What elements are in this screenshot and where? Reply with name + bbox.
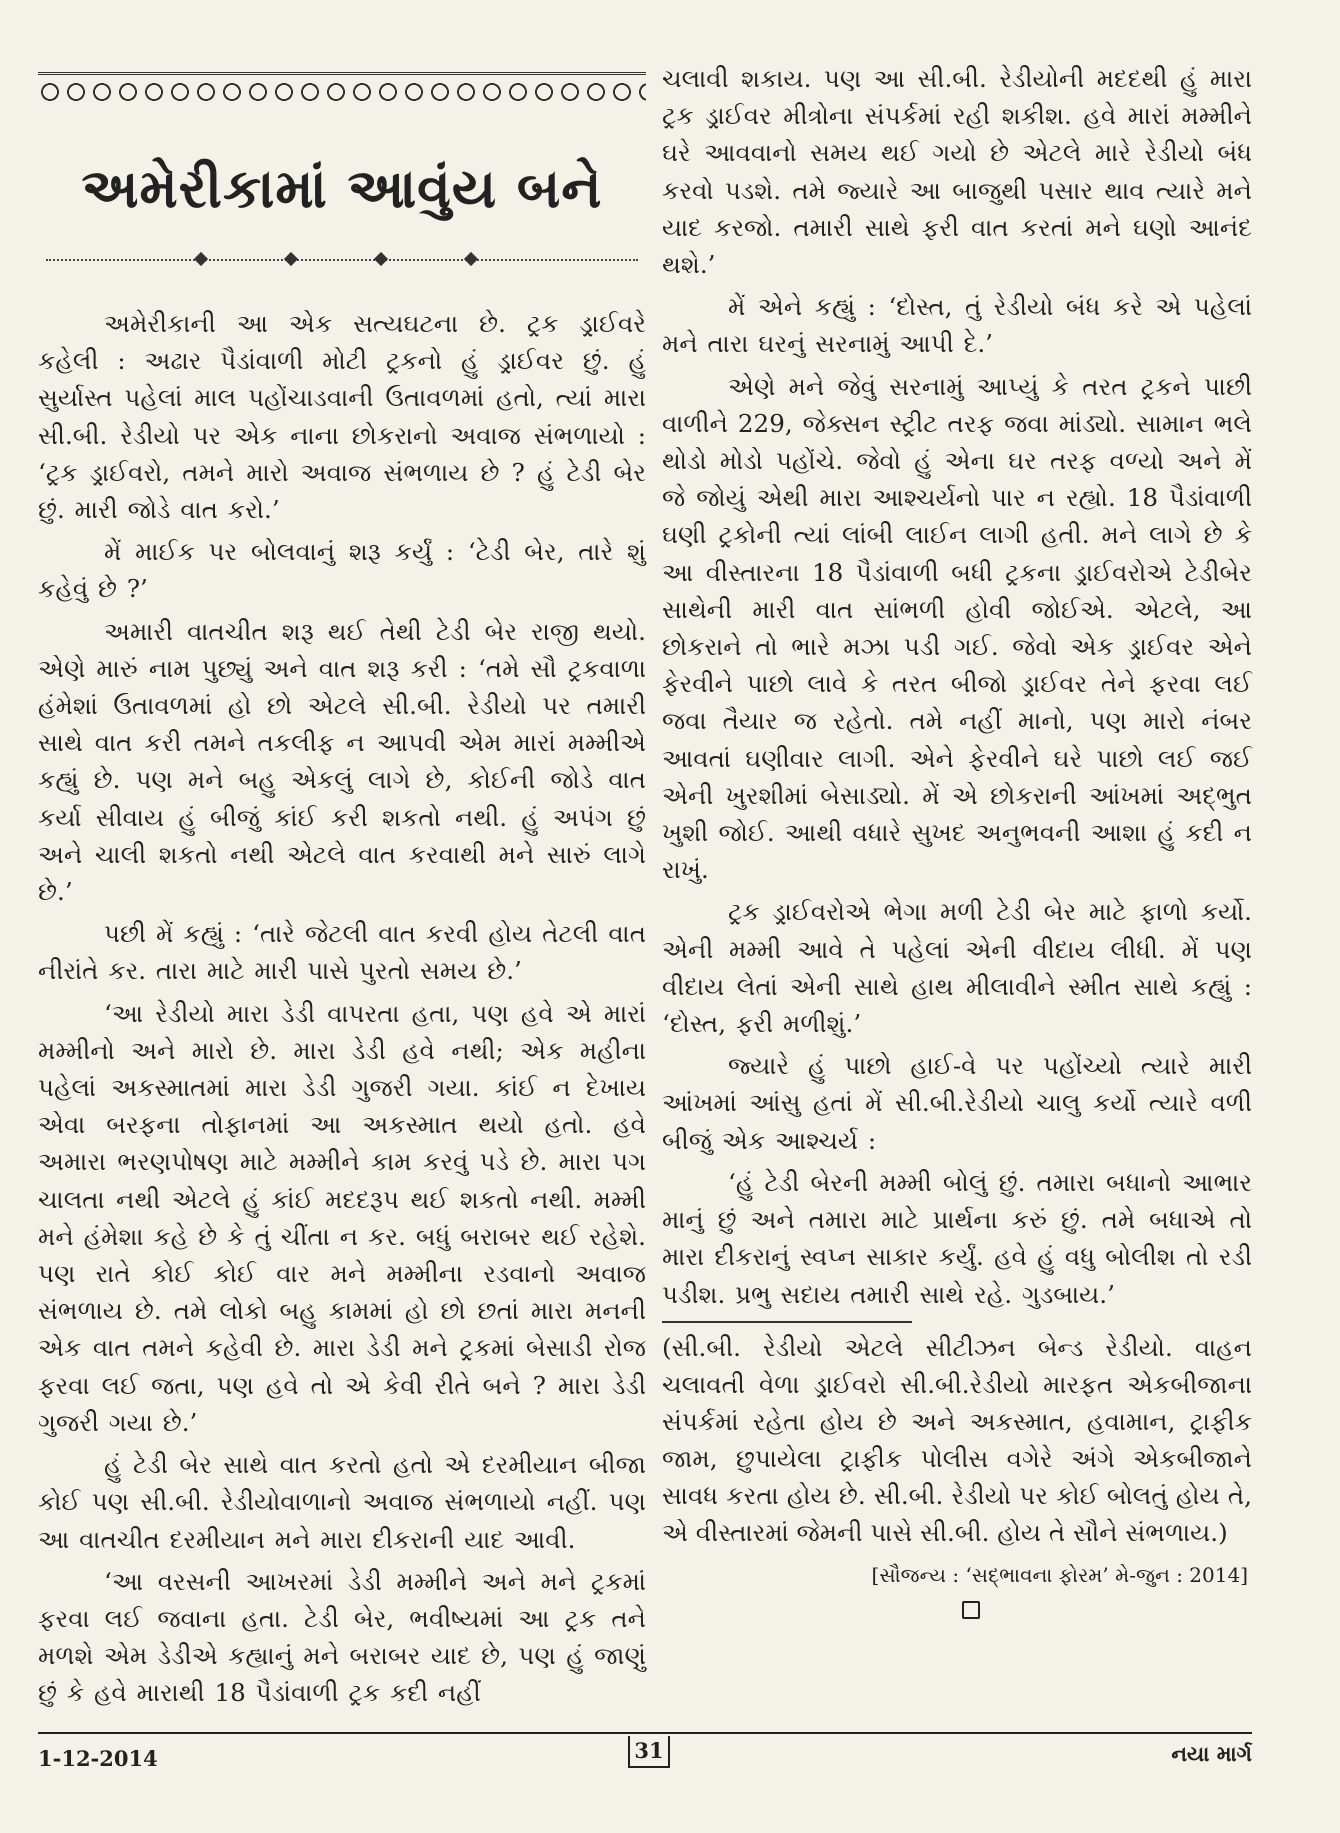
body-paragraph: ‘આ વરસની આખરમાં ડેડી મમ્મીને અને મને ટ્રકમાં ફરવા લઈ જવાના હતા. ટેડી બેર, ભવીષ્યમાં આ ટ્રક તને મળશે એમ ડેડીએ કહ્યાનું મને બરાબર યાદ છે, પણ હું જાણું છું કે હવે મારાથી 18 પૈડાંવાળી ટ્રક કદી નહીં	[38, 1566, 646, 1708]
divider-diamond-icon	[284, 252, 298, 266]
divider-diamond-icon	[374, 252, 388, 266]
body-paragraph: અમેરીકાની આ એક સત્યઘટના છે. ટ્રક ડ્રાઈવરે કહેલી : અઢાર પૈડાંવાળી મોટી ટ્રકનો હું ડ્રાઈવર છું. હું સુર્યાસ્ત પહેલાં માલ પહોંચાડવાની ઉતાવળમાં હતો, ત્યાં મારા સી.બી. રેડીયો પર એક નાના છોકરાનો અવાજ સંભળાયો : ‘ટ્રક ડ્રાઈવરો, તમને મારો અવાજ સંભળાય છે ? હું ટેડી બેર છું. મારી જોડે વાત કરો.’	[38, 309, 646, 525]
page-number: 31	[628, 1736, 670, 1768]
body-paragraph-continued: ચલાવી શકાય. પણ આ સી.બી. રેડીયોની મદદથી હું મારા ટ્રક ડ્રાઈવર મીત્રોના સંપર્કમાં રહી શકીશ. હવે મારાં મમ્મીને ઘરે આવવાનો સમય થઈ ગયો છે એટલે મારે રેડીયો બંધ કરવો પડશે. તમે જ્યારે આ બાજુથી પસાર થાવ ત્યારે મને યાદ કરજો. તમારી સાથે ફરી વાત કરતાં મને ઘણો આનંદ થશે.’	[662, 64, 1252, 280]
left-column	[38, 60, 646, 1717]
source-credit: [સૌજન્ય : ‘સદ્ભાવના ફોરમ’ મે-જુન : 2014]	[871, 1562, 1248, 1587]
divider-diamond-icon	[194, 252, 208, 266]
title-divider	[46, 259, 638, 275]
body-paragraph: એણે મને જેવું સરનામું આપ્યું કે તરત ટ્રકને પાછી વાળીને 229, જેક્સન સ્ટ્રીટ તરફ જવા માંડ્યો. સામાન ભલે થોડો મોડો પહોંચે. જેવો હું એના ઘર તરફ વળ્યો અને મેં જે જોયું એથી મારા આશ્ચર્યનો પાર ન રહ્યો. 18 પૈડાંવાળી ઘણી ટ્રકોની ત્યાં લાંબી લાઈન લાગી હતી. મને લાગે છે કે આ વીસ્તારના 18 પૈડાંવાળી બધી ટ્રકના ડ્રાઈવરોએ ટેડીબેર સાથેની મારી વાત સાંભળી હોવી જોઈએ. એટલે, આ છોકરાને તો ભારે મઝા પડી ગઈ. જેવો એક ડ્રાઈવર એને ફેરવીને પાછો લાવે કે તરત બીજો ડ્રાઈવર તેને ફરવા લઈ જવા તૈયાર જ રહેતો. તમે નહીં માનો, પણ મારો નંબર આવતાં ઘણીવાર લાગી. એને ફેરવીને ઘરે પાછો લઈ જઈ એની ખુરશીમાં બેસાડ્યો. મેં એ છોકરાની આંખમાં અદ્ભુત ખુશી જોઈ. આથી વધારે સુખદ અનુભવની આશા હું કદી ન રાખું.	[662, 371, 1252, 885]
body-paragraph: હું ટેડી બેર સાથે વાત કરતો હતો એ દરમીયાન બીજા કોઈ પણ સી.બી. રેડીયોવાળાનો અવાજ સંભળાયો નહીં. પણ આ વાતચીત દરમીયાન મને મારા દીકરાની યાદ આવી.	[38, 1450, 646, 1554]
body-paragraph: ટ્રક ડ્રાઈવરોએ ભેગા મળી ટેડી બેર માટે ફાળો કર્યો. એની મમ્મી આવે તે પહેલાં એની વીદાય લીધી. મેં પણ વીદાય લેતાં એની સાથે હાથ મીલાવીને સ્મીત સાથે કહ્યું : ‘દોસ્ત, ફરી મળીશું.’	[662, 897, 1252, 1039]
body-paragraph: અમારી વાતચીત શરૂ થઈ તેથી ટેડી બેર રાજી થયો. એણે મારું નામ પુછ્યું અને વાત શરૂ કરી : ‘તમે સૌ ટ્રકવાળા હંમેશાં ઉતાવળમાં હો છો એટલે સી.બી. રેડીયો પર તમારી સાથે વાત કરી તમને તકલીફ ન આપવી એમ મારાં મમ્મીએ કહ્યું છે. પણ મને બહુ એકલું લાગે છે, કોઈની જોડે વાત કર્યા સીવાય હું બીજું કાંઈ કરી શકતો નથી. હું અપંગ છું અને ચાલી શકતો નથી એટલે વાત કરવાથી મને સારું લાગે છે.’	[38, 616, 646, 907]
body-paragraph: ‘હું ટેડી બેરની મમ્મી બોલું છું. તમારા બધાનો આભાર માનું છું અને તમારા માટે પ્રાર્થના કરું છું. તમે બધાએ તો મારા દીકરાનું સ્વપ્ન સાકાર કર્યું. હવે હું વધુ બોલીશ તો રડી પડીશ. પ્રભુ સદાય તમારી સાથે રહે. ગુડબાય.’	[662, 1167, 1252, 1309]
article-title: અમેરીકામાં આવુંય બને	[81, 157, 603, 220]
page-footer	[38, 1736, 1252, 1786]
footer-rule	[38, 1732, 1252, 1734]
issue-date: 1-12-2014	[38, 1746, 158, 1771]
divider-diamond-icon	[464, 252, 478, 266]
right-column	[662, 60, 1252, 1619]
body-paragraph: પછી મેં કહ્યું : ‘તારે જેટલી વાત કરવી હોય તેટલી વાત નીરાંતે કર. તારા માટે મારી પાસે પુરતો સમય છે.’	[38, 919, 646, 986]
top-ornament-border	[38, 72, 646, 109]
note-separator	[662, 1321, 912, 1323]
body-paragraph: જ્યારે હું પાછો હાઈ-વે પર પહોંચ્યો ત્યારે મારી આંખમાં આંસુ હતાં મેં સી.બી.રેડીયો ચાલુ કર્યો ત્યારે વળી બીજું એક આશ્ચર્ય :	[662, 1051, 1252, 1155]
body-paragraph: મેં માઈક પર બોલવાનું શરૂ કર્યું : ‘ટેડી બેર, તારે શું કહેવું છે ?’	[38, 537, 646, 604]
body-paragraph: મેં એને કહ્યું : ‘દોસ્ત, તું રેડીયો બંધ કરે એ પહેલાં મને તારા ઘરનું સરનામું આપી દે.’	[662, 292, 1252, 359]
end-of-article-icon	[962, 1601, 980, 1619]
magazine-name: નયા માર્ગ	[1171, 1742, 1252, 1766]
body-paragraph: ‘આ રેડીયો મારા ડેડી વાપરતા હતા, પણ હવે એ મારાં મમ્મીનો અને મારો છે. મારા ડેડી હવે નથી; એક મહીના પહેલાં અકસ્માતમાં મારા ડેડી ગુજરી ગયા. કાંઈ ન દેખાય એવા બરફના તોફાનમાં આ અકસ્માત થયો હતો. હવે અમારા ભરણપોષણ માટે મમ્મીને કામ કરવું પડે છે. મારા પગ ચાલતા નથી એટલે હું કાંઈ મદદરૂપ થઈ શકતો નથી. મમ્મી મને હંમેશા કહે છે કે તું ચીંતા ન કર. બધું બરાબર થઈ રહેશે. પણ રાતે કોઈ કોઈ વાર મને મમ્મીના રડવાનો અવાજ સંભળાય છે. તમે લોકો બહુ કામમાં હો છો છતાં મારા મનની એક વાત તમને કહેવી છે. મારા ડેડી મને ટ્રકમાં બેસાડી રોજ ફરવા લઈ જતા, પણ હવે તો એ કેવી રીતે બને ? મારા ડેડી ગુજરી ગયા છે.’	[38, 998, 646, 1437]
explanatory-note: (સી.બી. રેડીયો એટલે સીટીઝન બેન્ડ રેડીયો. વાહન ચલાવતી વેળા ડ્રાઈવરો સી.બી.રેડીયો મારફત એકબીજાના સંપર્કમાં રહેતા હોય છે અને અકસ્માત, હવામાન, ટ્રાફીક જામ, છુપાયેલા ટ્રાફીક પોલીસ વગેરે અંગે એકબીજાને સાવધ કરતા હોય છે. સી.બી. રેડીયો પર કોઈ બોલતું હોય તે, એ વીસ્તારમાં જેમની પાસે સી.બી. હોય તે સૌને સંભળાય.)	[662, 1332, 1252, 1547]
